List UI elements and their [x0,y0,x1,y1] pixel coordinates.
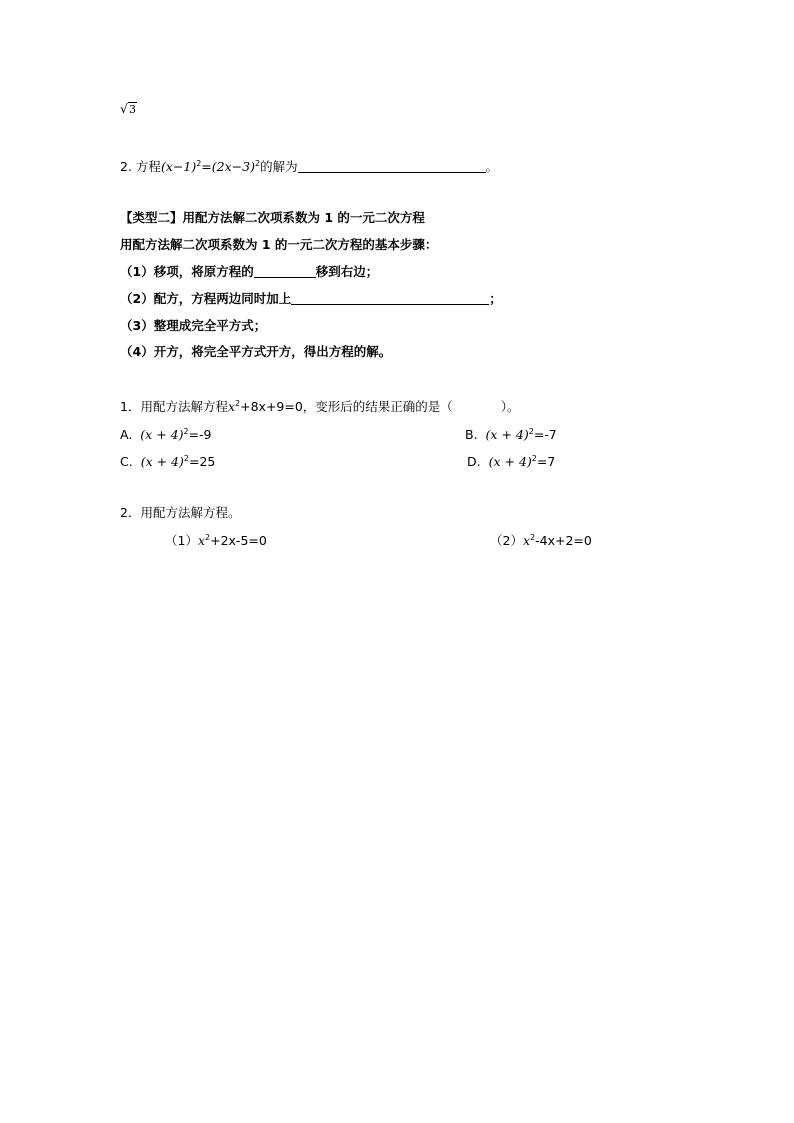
mc-close: ）。 [500,399,520,414]
solve-question-stem [120,507,240,520]
option-base: (x + 4) [488,454,532,469]
exponent: 2 [528,427,534,436]
option-a[interactable] [120,428,212,442]
mc-question-stem [120,400,520,414]
part-rest: -4x+2=0 [535,533,592,548]
step-1 [120,266,378,279]
option-rhs: =25 [188,454,216,469]
part-label: （2） [490,533,523,548]
solve-part-2 [490,534,592,548]
sqrt-radicand: 3 [128,103,136,116]
exponent: 2 [183,427,189,436]
part-label: （1） [165,533,198,548]
option-d[interactable] [467,455,555,469]
option-rhs: =-9 [188,427,212,442]
section-title: 【类型二】用配方法解二次项系数为 1 的一元二次方程 [120,210,425,225]
question-suffix: 的解为 [260,159,298,174]
option-letter: A. [120,427,133,442]
step-2-after: ； [489,291,502,306]
exponent: 2 [183,454,189,463]
exponent: 2 [531,454,537,463]
question-2-equation [120,160,498,174]
step-2-before: （2）配方，方程两边同时加上 [120,291,292,306]
section-intro: 用配方法解二次项系数为 1 的一元二次方程的基本步骤： [120,237,438,252]
question-prefix: 方程 [135,159,161,174]
exponent: 2 [235,399,241,408]
step-2 [120,293,502,306]
exponent: 2 [196,159,202,168]
math-var-x: x [197,533,206,548]
step-1-after: 移到右边； [315,264,379,279]
option-rhs: =7 [536,454,556,469]
option-c[interactable] [120,455,215,469]
sqrt-three-fragment: √3 [120,101,136,116]
step-3: （3）整理成完全平方式； [120,318,267,333]
solve-part-1 [165,534,267,548]
question-number: 1． [120,399,141,414]
step-4: （4）开方，将完全平方式开方，得出方程的解。 [120,344,392,359]
math-rhs-rest: −3) [231,159,255,174]
step-1-before: （1）移项，将原方程的 [120,264,254,279]
math-lhs-rest: −1) [172,159,197,174]
question-number: 2． [120,505,141,520]
exponent: 2 [205,533,211,542]
option-rhs: =-7 [533,427,557,442]
option-letter: C. [120,454,133,469]
math-var-x: x [224,159,232,174]
mc-before: 用配方法解方程 [140,399,228,414]
step-1-blank[interactable] [254,276,316,278]
exponent: 2 [254,159,261,168]
part-rest: +2x-5=0 [210,533,267,548]
math-equals: =(2 [201,159,225,174]
question-end: 。 [485,159,499,174]
option-base: (x + 4) [140,454,184,469]
question-number: 2. [120,159,132,174]
option-base: (x + 4) [140,427,184,442]
math-var-x: x [165,159,173,174]
solve-text: 用配方法解方程。 [140,505,241,520]
step-2-blank[interactable] [291,303,489,305]
option-b[interactable] [465,428,557,442]
math-var-x: x [227,399,236,414]
option-letter: B. [465,427,478,442]
option-letter: D. [467,454,481,469]
answer-blank[interactable] [298,171,486,173]
math-var-x: x [522,533,531,548]
paren-open: ( [160,159,166,174]
exponent: 2 [530,533,536,542]
mc-after: +8x+9=0，变形后的结果正确的是（ [240,399,453,414]
option-base: (x + 4) [485,427,529,442]
